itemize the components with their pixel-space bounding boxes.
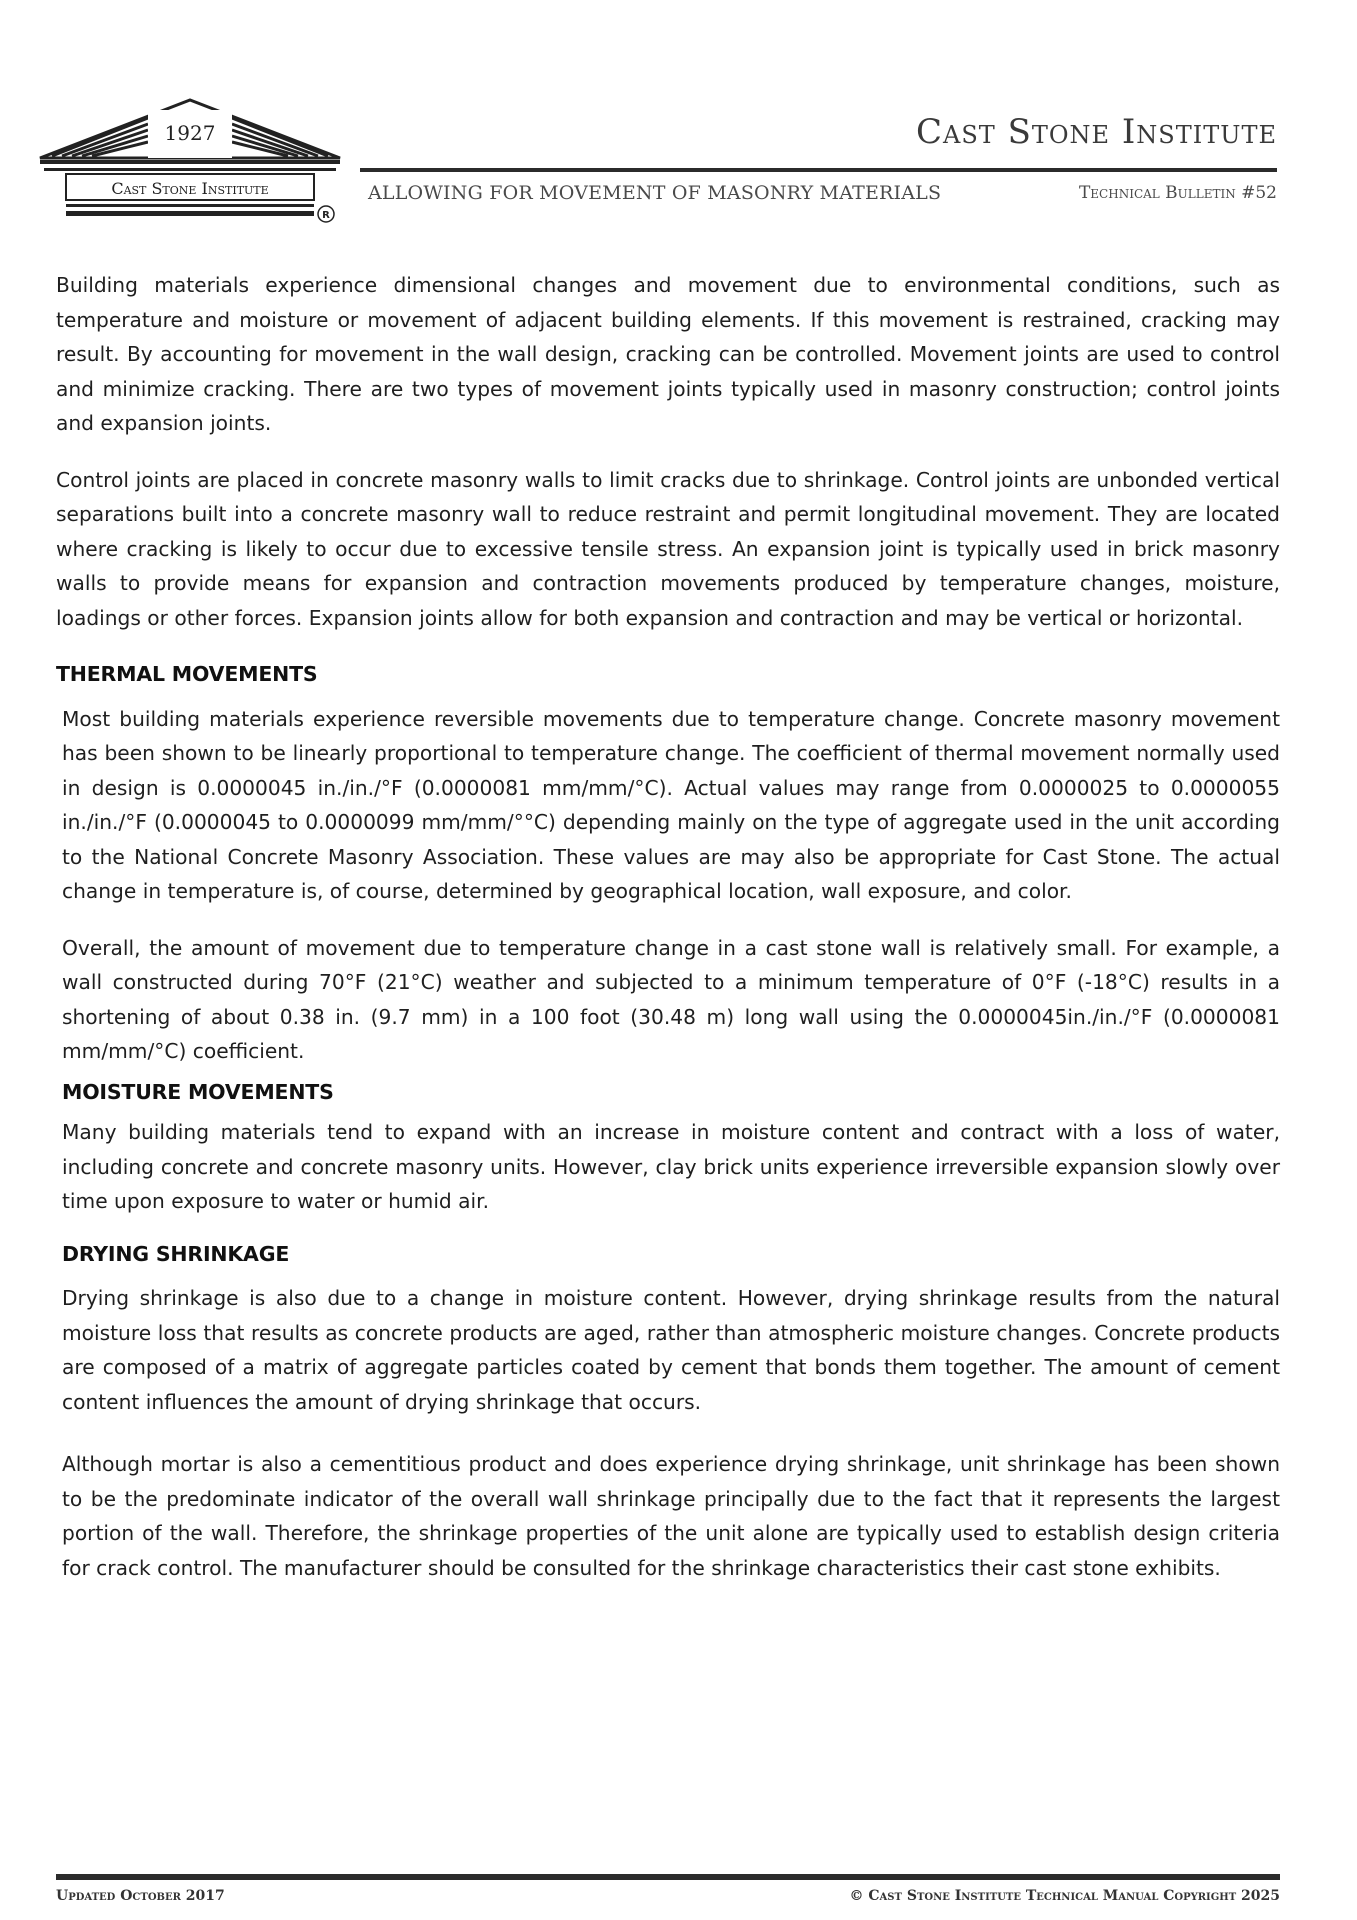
intro-paragraph: Building materials experience dimensional changes and movement due to environmental conditions, such as temperature and moisture or movement of adjacent building elements. If this movement is restrained, cracking may result. By accounting for movement in the wall design, cracking can be controlled. Movement joints are used to control and minimize cracking. There are two types of movement joints typically used in masonry construction; control joints and expansion joints. xyxy=(56,273,1280,435)
cast-stone-institute-logo xyxy=(30,96,350,226)
section-heading-moisture: MOISTURE MOVEMENTS xyxy=(62,1079,334,1104)
document-body xyxy=(56,268,1280,1585)
bulletin-number: Technical Bulletin #52 xyxy=(1078,183,1277,203)
bulletin-title: ALLOWING FOR MOVEMENT OF MASONRY MATERIALS xyxy=(368,182,942,204)
footer-updated: Updated October 2017 xyxy=(56,1888,225,1904)
logo-year: 1927 xyxy=(164,121,216,145)
footer-divider xyxy=(56,1874,1280,1880)
organization-name: Cast Stone Institute xyxy=(915,112,1277,152)
thermal-paragraph-2: Overall, the amount of movement due to temperature change in a cast stone wall is relatively small. For example, a wall constructed during 70°F (21°C) weather and subjected to a minimum temperature of 0°F (-18°C) results in a shortening of about 0.38 in. (9.7 mm) in a 100 foot (30.48 m) long wall using the 0.0000045in./in./°F (0.0000081 mm/mm/°C) coefficient. xyxy=(62,935,1280,1063)
thermal-paragraph-1: Most building materials experience reversible movements due to temperature change. Concrete masonry movement has been shown to be linearly proportional to temperature change. The coefficient of thermal movement normally used in design is 0.0000045 in./in./°F (0.0000081 mm/mm/°C). Actual values may range from 0.0000025 to 0.0000055 in./in./°F (0.0000045 to 0.0000099 mm/mm/°°C) depending mainly on the type of aggregate used in the unit according to the National Concrete Masonry Association. These values are may also be appropriate for Cast Stone. The actual change in temperature is, of course, determined by geographical location, wall exposure, and color. xyxy=(62,706,1280,903)
thermal-section xyxy=(56,702,1280,1586)
joints-paragraph: Control joints are placed in concrete masonry walls to limit cracks due to shrinkage. Control joints are unbonded vertical separations built into a concrete masonry wall to reduce restraint and permit longitudinal movement. They are located where cracking is likely to occur due to excessive tensile stress. An expansion joint is typically used in brick masonry walls to provide means for expansion and contraction movements produced by temperature changes, moisture, loadings or other forces. Expansion joints allow for both expansion and contraction and may be vertical or horizontal. xyxy=(56,467,1280,630)
drying-paragraph-1: Drying shrinkage is also due to a change in moisture content. However, drying shrinkage results from the natural moisture loss that results as concrete products are aged, rather than atmospheric moisture changes. Concrete products are composed of a matrix of aggregate particles coated by cement that bonds them together. The amount of cement content influences the amount of drying shrinkage that occurs. xyxy=(62,1286,1280,1414)
section-heading-drying: DRYING SHRINKAGE xyxy=(62,1241,290,1266)
drying-paragraph-2: Although mortar is also a cementitious product and does experience drying shrinkage, unit shrinkage has been shown to be the predominate indicator of the overall wall shrinkage principally due to the fact that it represents the largest portion of the wall. Therefore, the shrinkage properties of the unit alone are typically used to establish design criteria for crack control. The manufacturer should be consulted for the shrinkage characteristics their cast stone exhibits. xyxy=(62,1452,1280,1580)
svg-text:R: R xyxy=(322,210,330,221)
footer-copyright: © Cast Stone Institute Technical Manual Copyright 2025 xyxy=(849,1888,1280,1904)
logo-name: Cast Stone Institute xyxy=(111,179,269,198)
header-divider xyxy=(360,168,1277,172)
moisture-paragraph: Many building materials tend to expand with an increase in moisture content and contract with a loss of water, including concrete and concrete masonry units. However, clay brick units experience irreversible expansion slowly over time upon exposure to water or humid air. xyxy=(62,1120,1280,1213)
section-heading-thermal: THERMAL MOVEMENTS xyxy=(56,662,318,686)
